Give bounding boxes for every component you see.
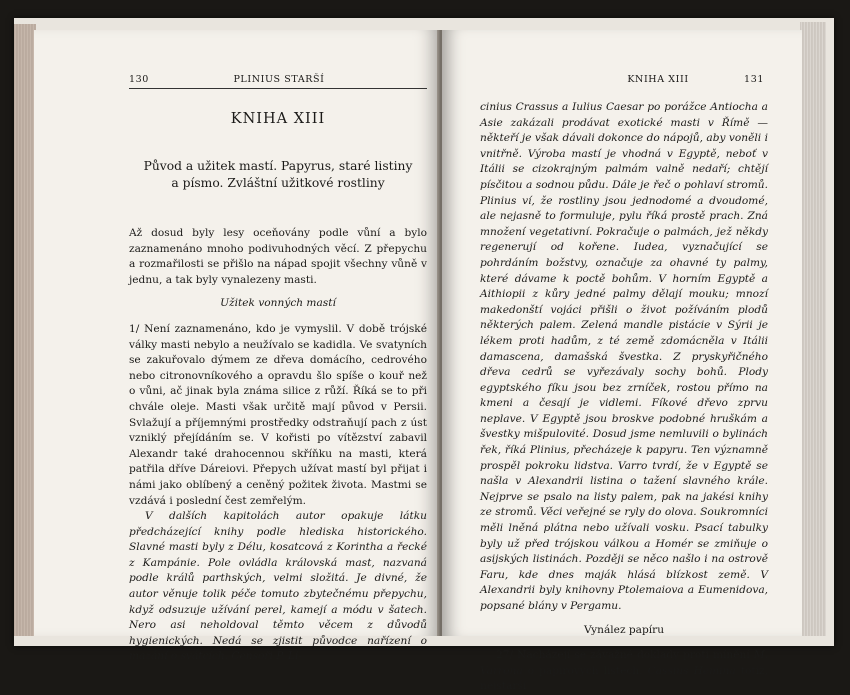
right-page bbox=[442, 30, 802, 693]
left-running-head bbox=[129, 74, 427, 85]
header-rule-left bbox=[129, 88, 427, 89]
left-text-column bbox=[129, 226, 427, 665]
running-title-right: KNIHA XIII bbox=[627, 74, 689, 85]
intro-paragraph: Až dosud byly lesy oceňovány podle vůní a bylo zaznamenáno mnoho podivuhodných věcí. Z přepychu a rozmařilosti se přišlo na nápad spojit všechny vůně v jednu, a tak byly vynalezeny masti. bbox=[129, 227, 427, 286]
name-cassius-hemina: Cassius Hemina bbox=[647, 664, 736, 677]
paragraph-27-tail: totiž, nejstarší bbox=[480, 664, 768, 693]
running-title-left: PLINIUS STARŠÍ bbox=[233, 74, 325, 85]
right-text-column bbox=[480, 100, 768, 695]
paragraph-1: 1/ Není zaznamenáno, kdo je vymyslil. V době trójské války masti nebylo a neužívalo se kadidla. Ve svatyních se zakuřovalo dýmem ze dřeva domácího, cedrového nebo citronovníkového a opravdu šlo spíše o kouř než o vůni, ač jinak byla známa silice z růží. Říká se to při chvále oleje. Masti však určitě mají původ v Persii. Svlažují a příjemnými prostředky odstraňují pach z úst vzniklý přejídáním se. V kořisti po vítězství zabavil Alexandr také drahocennou skříňku na masti, která patřila dříve Dáreiovi. Přepych užívat mastí byl přijat i námi jako oblíbený a ceněný požitek života. Mastmi se vzdává i poslední čest zemřelým. bbox=[129, 322, 427, 507]
book-title: KNIHA XIII bbox=[230, 111, 326, 127]
page-number-left: 130 bbox=[129, 74, 149, 85]
paragraph-27-lead: 27/ Nacházejí se závažné doklady proti mínění bbox=[496, 649, 754, 662]
page-edges-left bbox=[14, 24, 36, 636]
left-page bbox=[34, 30, 440, 663]
section-heading-ointments: Užitek vonných mastí bbox=[220, 297, 336, 310]
page-edges-right bbox=[800, 22, 826, 636]
chapter-title-line1: Původ a užitek mastí. Papyrus, staré listiny bbox=[143, 159, 413, 173]
chapter-title bbox=[129, 158, 427, 191]
section-heading-papyrus: Vynález papíru bbox=[583, 623, 665, 636]
paragraph-27 bbox=[480, 648, 768, 695]
page-number-right: 131 bbox=[744, 74, 764, 85]
paragraph-27-mid: o papírových listech. bbox=[522, 664, 648, 677]
chapter-title-line2: a písmo. Zvláštní užitkové rostliny bbox=[171, 175, 385, 190]
name-varro: M. Varrona bbox=[480, 649, 768, 677]
paragraph-2-commentary: V dalších kapitolách autor opakuje látku předcházející knihy podle hlediska historického. Slavné masti byly z Délu, kosatcová z Korintha a řecké z Kampánie. Pole ovládla královská mast, nazvaná podle králů parthských, velmi složitá. Je divné, že autor věnuje tolik péče tomuto zbytečnému přepychu, když odsuzuje užívání perel, kamejí a módu v šatech. Nero asi neholdoval těmto věcem z důvodů hygienických. Nedá se zjistit původce nařízení o mazání o svátcích. Censoři P. Li- bbox=[129, 510, 427, 663]
commentary-continued: cinius Crassus a Iulius Caesar po porážce Antiocha a Asie zakázali prodávat exotické masti v Římě — někteří je však dávali dokonce do nápojů, aby voněli i vnitřně. Výroba mastí je vhodná v Egyptě, neboť v Itálii se cizokrajným palmám valně nedaří; chtějí písčitou a sodnou půdu. Dále je řeč o pohlaví stromů. Plinius ví, že rostliny jsou jednodomé a dvoudomé, ale nejasně to formuluje, pylu říká prostě prach. Zná množení vegetativní. Pokračuje o palmách, jež někdy regenerují od kořene. Iudea, vyznačující se pohrdáním božstvy, označuje za ohavné ty palmy, které dávame k poctě bohům. V horním Egyptě a Aithiopii z kůry jedné palmy dělají mouku; mnozí makedonští vojáci přišli o život požíváním plodů některých palem. Zelená mandle pistácie v Sýrii je lékem proti hadům, z té země zdomácněla v Itálii damascena, damašská švestka. Z pryskyřičného dřeva cedrů se vyřezávaly sochy bohů. Plody egyptského fíku jsou bez zrníček, rostou přímo na kmeni a česají je vidlemi. Fíkové dřevo zprvu neplave. V Egyptě jsou broskve podobné hruškám a švestky mišpulovité. Dosud jsme nemluvili o bylinách řek, říká Plinius, přecházeje k papyru. Ten významně prospěl pokroku lidstva. Varro tvrdí, že v Egyptě se našla v Alexandrii listina o tažení slavného krále. Nejprve se psalo na listy palem, pak na jakési knihy ze stromů. Věci veřejné se ryly do olova. Soukromníci měli lněná plátna nebo užívali vosku. Psací tabulky byly už před trójskou válkou a Homér se zmiňuje o asijských listinách. Později se něco našlo i na ostrově Faru, kde dnes maják hlásá blízkost země. V Alexandrii byly knihovny Ptolemaiova a Eumenidova, popsané blány v Pergamu. bbox=[480, 101, 768, 612]
right-running-head bbox=[554, 74, 764, 85]
